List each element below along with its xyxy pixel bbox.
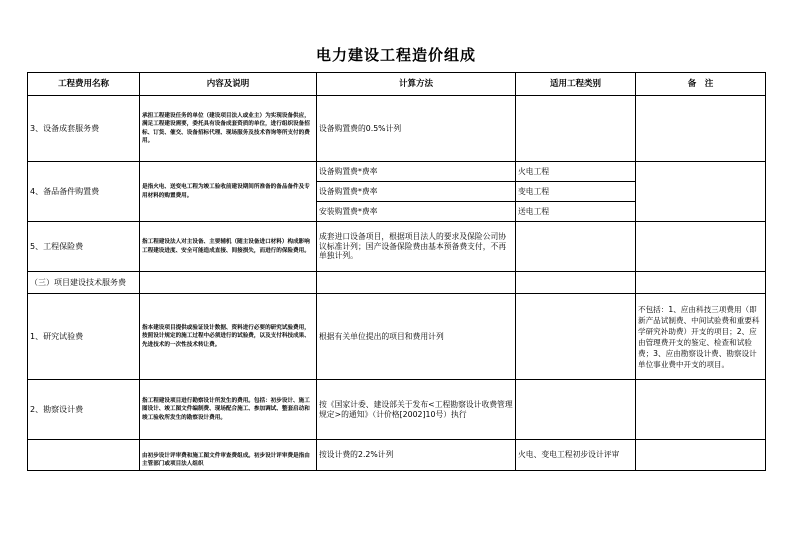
- row-note: [636, 440, 766, 471]
- table-row: [28, 162, 766, 182]
- row-note: [636, 162, 766, 222]
- row-note: [636, 222, 766, 272]
- row-desc: 指工程建设项目进行勘察设计所发生的费用。包括：初步设计、施工图设计、竣工图文件编制费、现场配合施工、参加调试、整套启动和竣工验收所发生的勘察设计费用。: [140, 380, 317, 440]
- row-calc: 按设计费的2.2%计列: [317, 440, 516, 471]
- header-note: 备 注: [636, 73, 766, 96]
- table-row: [28, 96, 766, 162]
- row-desc: 是指火电、送变电工程为竣工验收前建设期间所准备的备品备件及专用材料的购置费用。: [140, 162, 317, 222]
- header-type: 适用工程类别: [516, 73, 636, 96]
- section-title: （三）项目建设技术服务费: [28, 272, 140, 294]
- row-note: 不包括：1、应由科技三项费用（即新产品试制费、中间试验费和重要科学研究补助费）开支的项目；2、应由管理费开支的鉴定、检查和试验费；3、应由勘察设计费、勘察设计单位事业费中开支的项目。: [636, 294, 766, 380]
- row-name: 3、设备成套服务费: [28, 96, 140, 162]
- row-calc: 成套进口设备项目，根据项目法人的要求及保险公司协议标准计列；国产设备保险费由基本预备费支付，不再单独计列。: [317, 222, 516, 272]
- row-desc: 指工程建设法人对主设备、主要辅机（随主设备进口材料）构成影响工程建设进度、安全可能造成直接、间接损失，而进行的保险费用。: [140, 222, 317, 272]
- row-type: 送电工程: [516, 202, 636, 222]
- table-row: [28, 440, 766, 471]
- row-desc: 承担工程建设任务的单位（建设项目法人或业主）为实现设备供应，满足工程建设需要，委托具有设备成套资质的单位，进行组织设备招标、订货、催交、设备招标代理、现场服务及技术咨询等所支付的费用。: [140, 96, 317, 162]
- empty-cell: [636, 272, 766, 294]
- table-row: [28, 222, 766, 272]
- row-type: [516, 294, 636, 380]
- row-calc: 根据有关单位提出的项目和费用计列: [317, 294, 516, 380]
- row-calc: 设备购置费*费率: [317, 162, 516, 182]
- table-row: [28, 294, 766, 380]
- page-title: 电力建设工程造价组成: [315, 46, 476, 64]
- row-type: 火电工程: [516, 162, 636, 182]
- row-name: 4、备品备件购置费: [28, 162, 140, 222]
- cost-table: [27, 72, 766, 471]
- row-type: 变电工程: [516, 182, 636, 202]
- header-name: 工程费用名称: [28, 73, 140, 96]
- empty-cell: [516, 272, 636, 294]
- row-type: [516, 222, 636, 272]
- row-name: 2、勘察设计费: [28, 380, 140, 440]
- row-type: [516, 96, 636, 162]
- header-row: [28, 73, 766, 96]
- empty-cell: [317, 272, 516, 294]
- table-row: [28, 380, 766, 440]
- row-calc: 按《国家计委、建设部关于发布<工程勘察设计收费管理规定>的通知》（计价格[2002]10号）执行: [317, 380, 516, 440]
- row-type: 火电、变电工程初步设计评审: [516, 440, 636, 471]
- header-calc: 计算方法: [317, 73, 516, 96]
- empty-cell: [140, 272, 317, 294]
- row-name: 1、研究试验费: [28, 294, 140, 380]
- header-desc: 内容及说明: [140, 73, 317, 96]
- row-calc: 安装购置费*费率: [317, 202, 516, 222]
- row-name: 5、工程保险费: [28, 222, 140, 272]
- row-desc: 指本建设项目提供或验证设计数据、资料进行必要的研究试验费用，按照设计规定的施工过程中必须进行的试验费，以及支付科技成果、先进技术的一次性技术转让费。: [140, 294, 317, 380]
- section-row: [28, 272, 766, 294]
- row-note: [636, 96, 766, 162]
- row-name: [28, 440, 140, 471]
- row-calc: 设备购置费*费率: [317, 182, 516, 202]
- row-type: [516, 380, 636, 440]
- row-desc: 由初步设计评审费和施工图文件审查费组成。初步设计评审费是指由主管部门或项目法人组织: [140, 440, 317, 471]
- row-calc: 设备购置费的0.5%计列: [317, 96, 516, 162]
- row-note: [636, 380, 766, 440]
